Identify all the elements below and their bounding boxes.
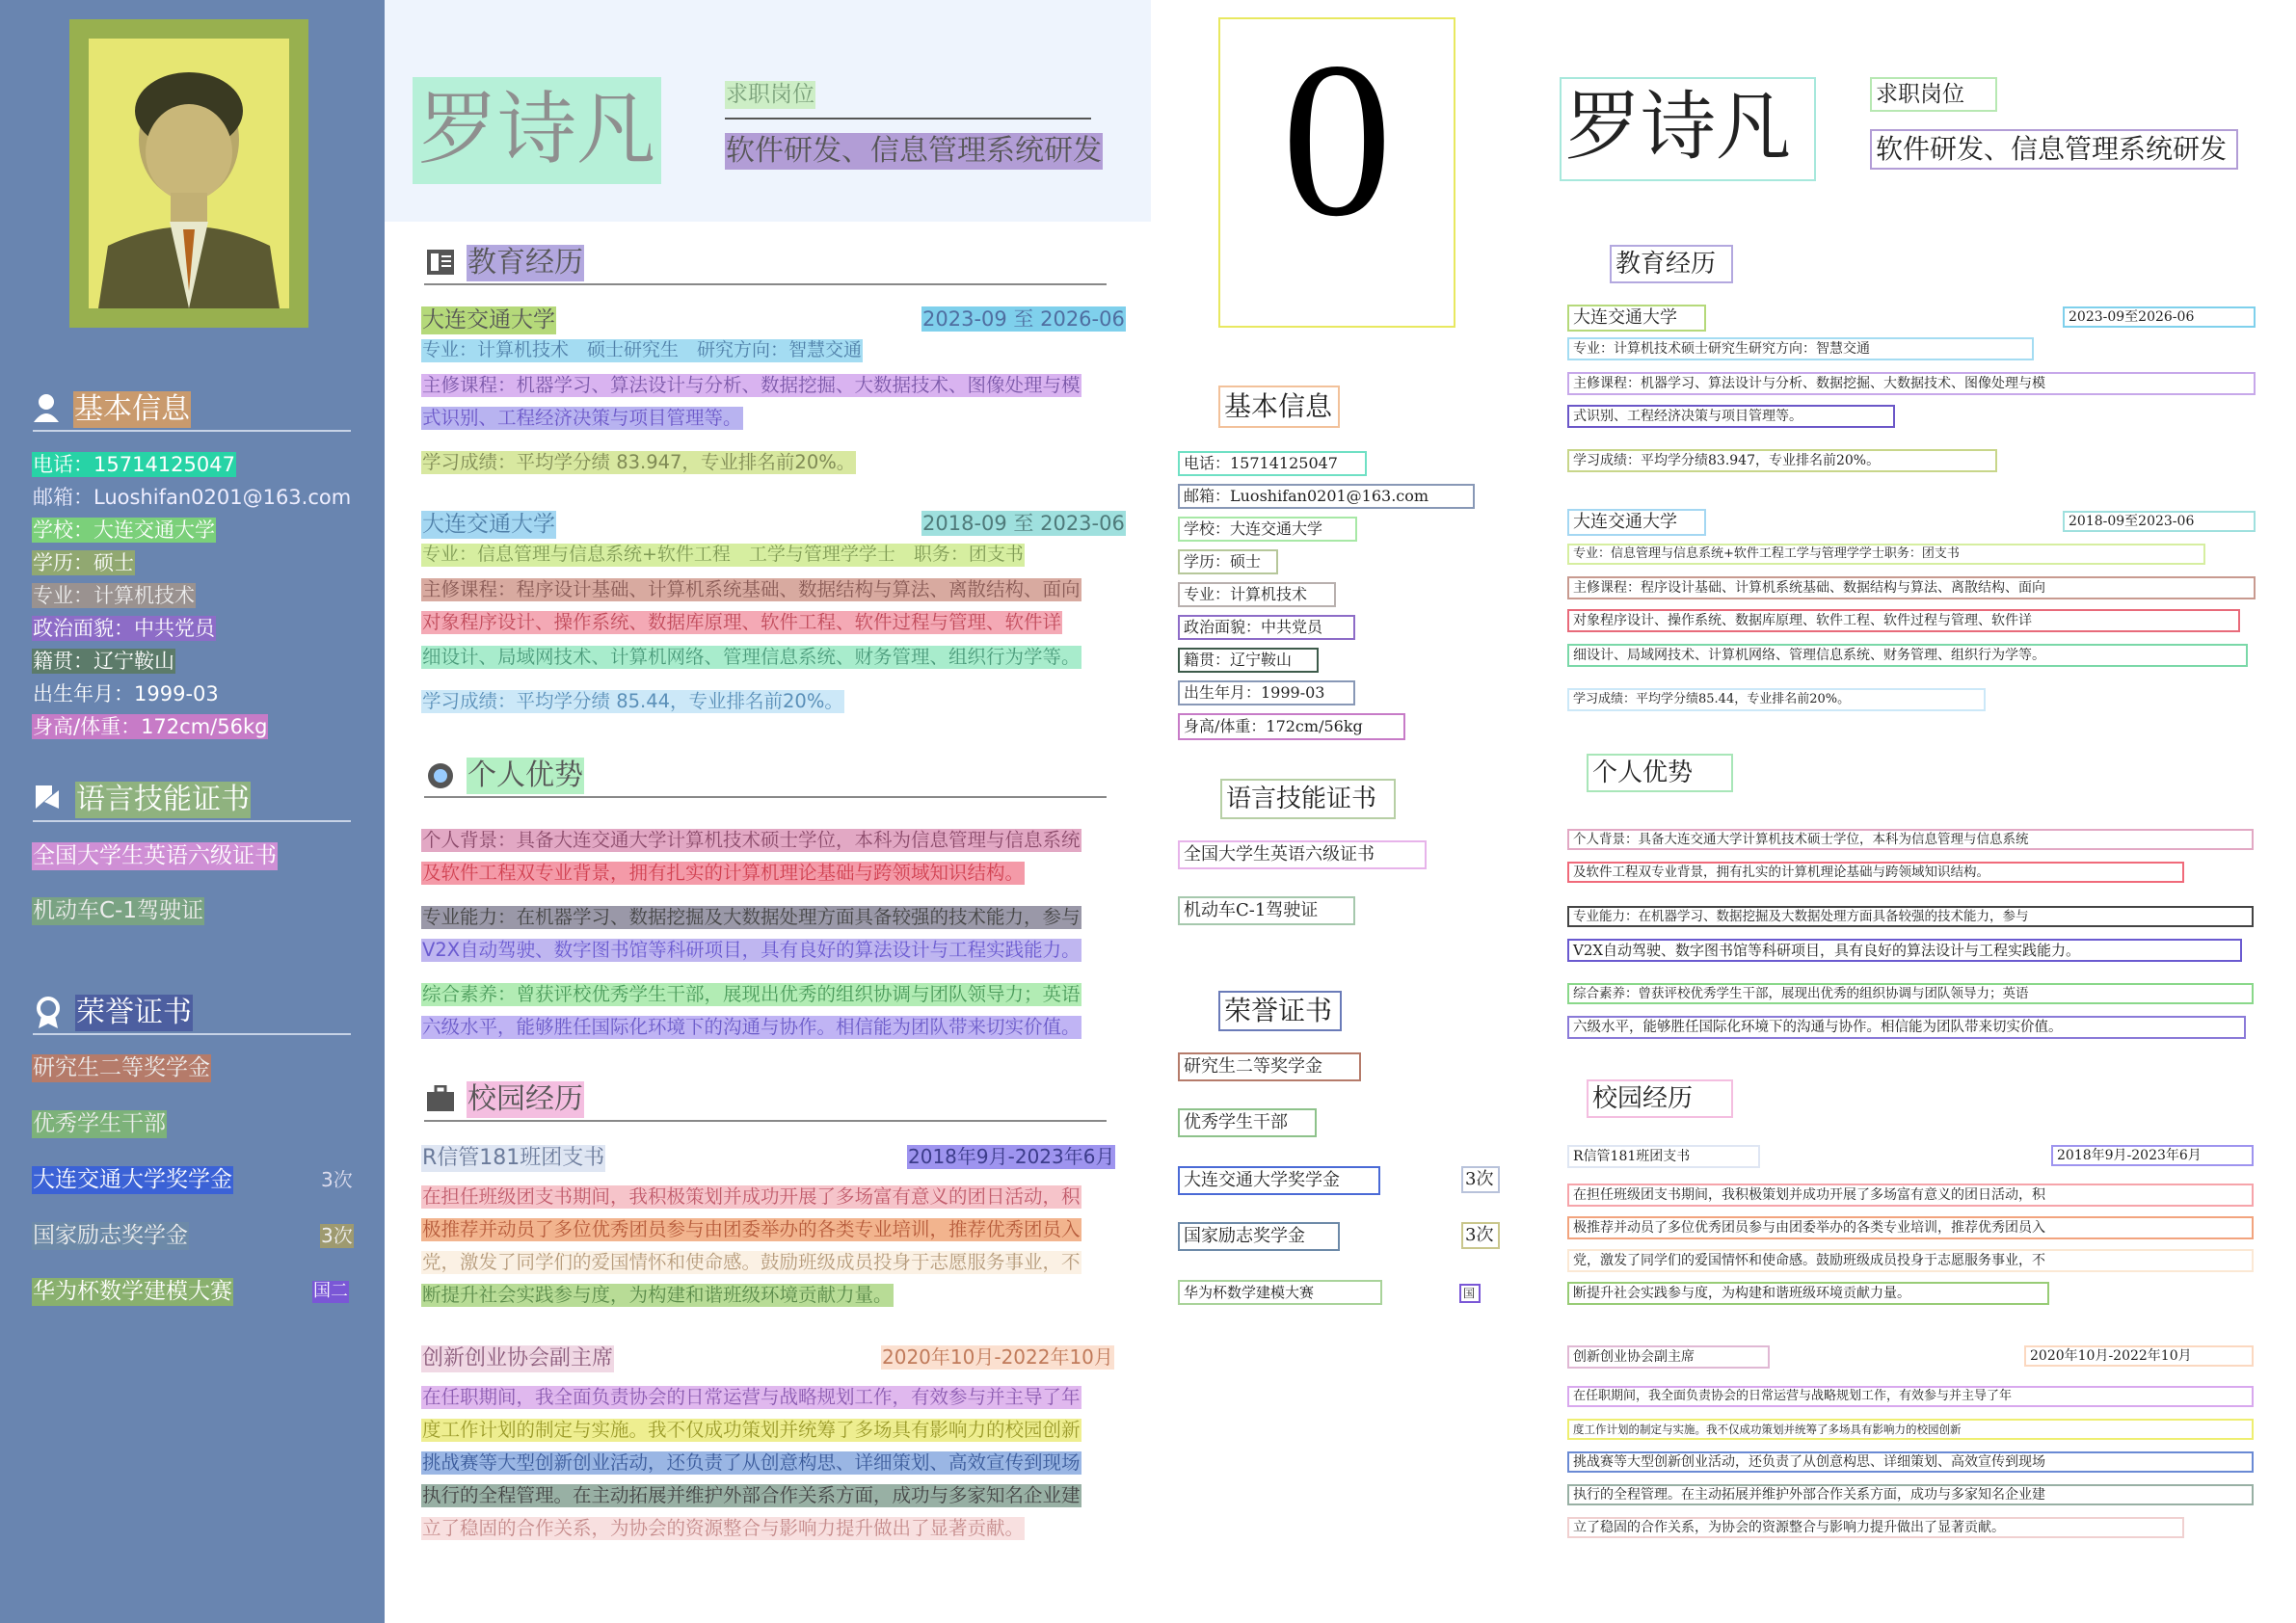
advantage-line: 及软件工程双专业背景，拥有扎实的计算机理论基础与跨领域知识结构。 (422, 862, 1025, 884)
r-edu1-school: 大连交通大学 (1567, 305, 1706, 332)
r-lang-license: 机动车C-1驾驶证 (1178, 896, 1355, 925)
r-hometown: 籍贯：辽宁鞍山 (1178, 648, 1319, 673)
basic-title: 基本信息 (74, 392, 190, 426)
edu2-course: 主修课程：程序设计基础、计算机系统基础、数据结构与算法、离散结构、面向 (422, 578, 1081, 600)
user-icon (33, 393, 60, 426)
campus1-line: 极推荐并动员了多位优秀团员参与由团委举办的各类专业培训，推荐优秀团员入 (422, 1218, 1081, 1240)
campus1-line: 党，激发了同学们的爱国情怀和使命感。鼓励班级成员投身于志愿服务事业，不 (422, 1251, 1081, 1273)
zero-glyph-box (1218, 17, 1455, 328)
r-campus1-line: 极推荐并动员了多位优秀团员参与由团委举办的各类专业培训，推荐优秀团员入 (1567, 1216, 2254, 1239)
lang-cert-license: 机动车C-1驾驶证 (33, 898, 203, 923)
r-honor-item: 华为杯数学建模大赛 (1178, 1280, 1382, 1305)
edu1-course: 式识别、工程经济决策与项目管理等。 (422, 407, 742, 429)
r-basic-title: 基本信息 (1218, 386, 1340, 428)
campus-title: 校园经历 (467, 1082, 583, 1116)
briefcase-icon (426, 1085, 455, 1116)
honor-count: 3次 (321, 1168, 353, 1191)
campus2-line: 在任职期间，我全面负责协会的日常运营与战略规划工作，有效参与并主导了年 (422, 1386, 1081, 1408)
portrait-icon (89, 39, 289, 308)
campus2-role: 创新创业协会副主席 (422, 1346, 614, 1370)
r-degree: 学历：硕士 (1178, 549, 1278, 574)
r-campus1-line: 党，激发了同学们的爱国情怀和使命感。鼓励班级成员投身于志愿服务事业，不 (1567, 1249, 2254, 1272)
r-school: 学校：大连交通大学 (1178, 517, 1357, 542)
r-edu1-grade: 学习成绩：平均学分绩83.947，专业排名前20%。 (1567, 449, 1997, 472)
lang-title: 语言技能证书 (76, 783, 250, 816)
r-honor-item: 大连交通大学奖学金 (1178, 1166, 1380, 1195)
edu2-major: 专业：信息管理与信息系统+软件工程 工学与管理学学士 职务：团支书 (422, 544, 1024, 565)
book-icon (426, 249, 455, 279)
edu2-grade: 学习成绩：平均学分绩 85.44，专业排名前20%。 (422, 690, 843, 712)
r-edu2-major: 专业：信息管理与信息系统+软件工程工学与管理学学士职务：团支书 (1567, 544, 2205, 565)
campus1-date: 2018年9月-2023年6月 (908, 1145, 1115, 1168)
edu2-date: 2018-09 至 2023-06 (922, 512, 1125, 535)
r-campus2-line: 在任职期间，我全面负责协会的日常运营与战略规划工作，有效参与并主导了年 (1567, 1386, 2254, 1407)
height-weight: 身高/体重：172cm/56kg (33, 715, 268, 738)
campus1-role: R信管181班团支书 (422, 1146, 605, 1170)
r-political: 政治面貌：中共党员 (1178, 615, 1355, 640)
honor-item: 国家励志奖学金 (33, 1223, 188, 1248)
r-campus2-line: 立了稳固的合作关系，为协会的资源整合与影响力提升做出了显著贡献。 (1567, 1517, 2184, 1538)
r-campus1-date: 2018年9月-2023年6月 (2051, 1145, 2254, 1166)
birth: 出生年月：1999-03 (33, 682, 219, 705)
advantage-divider (424, 796, 1107, 798)
edu2-course: 细设计、局域网技术、计算机网络、管理信息系统、财务管理、组织行为学等。 (422, 646, 1081, 668)
advantage-title: 个人优势 (467, 758, 583, 792)
campus2-line: 立了稳固的合作关系，为协会的资源整合与影响力提升做出了显著贡献。 (422, 1517, 1025, 1539)
r-campus-title: 校园经历 (1587, 1079, 1733, 1118)
honor-divider (33, 1033, 351, 1035)
job-divider (725, 118, 1091, 120)
r-lang-cet6: 全国大学生英语六级证书 (1178, 840, 1427, 869)
r-campus2-date: 2020年10月-2022年10月 (2024, 1345, 2254, 1367)
edu1-course: 主修课程：机器学习、算法设计与分析、数据挖掘、大数据技术、图像处理与模 (422, 374, 1081, 396)
campus1-line: 在担任班级团支书期间，我积极策划并成功开展了多场富有意义的团日活动，积 (422, 1185, 1081, 1208)
edu2-course: 对象程序设计、操作系统、数据库原理、软件工程、软件过程与管理、软件详 (422, 611, 1062, 633)
campus2-line: 执行的全程管理。在主动拓展并维护外部合作关系方面，成功与多家知名企业建 (422, 1484, 1081, 1506)
r-campus1-line: 在担任班级团支书期间，我积极策划并成功开展了多场富有意义的团日活动，积 (1567, 1184, 2254, 1207)
honor-item: 研究生二等奖学金 (33, 1055, 210, 1080)
r-email: 邮箱：Luoshifan0201@163.com (1178, 484, 1475, 509)
r-adv-line: 专业能力：在机器学习、数据挖掘及大数据处理方面具备较强的技术能力，参与 (1567, 906, 2254, 927)
edu2-school: 大连交通大学 (422, 512, 555, 537)
edu1-major: 专业：计算机技术 硕士研究生 研究方向：智慧交通 (422, 339, 863, 360)
edu1-grade: 学习成绩：平均学分绩 83.947，专业排名前20%。 (422, 451, 856, 473)
major: 专业：计算机技术 (33, 584, 195, 607)
r-phone: 电话：15714125047 (1178, 451, 1367, 476)
r-edu2-course: 主修课程：程序设计基础、计算机系统基础、数据结构与算法、离散结构、面向 (1567, 576, 2256, 599)
r-honor-count: 3次 (1461, 1222, 1500, 1249)
r-campus2-role: 创新创业协会副主席 (1567, 1345, 1770, 1369)
r-major: 专业：计算机技术 (1178, 582, 1336, 607)
r-edu2-course: 对象程序设计、操作系统、数据库原理、软件工程、软件过程与管理、软件详 (1567, 609, 2240, 632)
r-campus2-line: 执行的全程管理。在主动拓展并维护外部合作关系方面，成功与多家知名企业建 (1567, 1484, 2254, 1505)
advantage-line: 个人背景：具备大连交通大学计算机技术硕士学位，本科为信息管理与信息系统 (422, 829, 1081, 851)
r-edu2-school: 大连交通大学 (1567, 509, 1706, 536)
email: 邮箱：Luoshifan0201@163.com (33, 486, 352, 509)
r-honor-item: 国家励志奖学金 (1178, 1222, 1340, 1251)
campus-divider (424, 1120, 1107, 1122)
edu1-date: 2023-09 至 2026-06 (922, 307, 1125, 331)
education-title: 教育经历 (467, 246, 583, 279)
r-campus1-role: R信管181班团支书 (1567, 1145, 1760, 1168)
campus2-date: 2020年10月-2022年10月 (882, 1345, 1113, 1369)
honor-count: 3次 (321, 1224, 353, 1247)
r-edu1-course: 式识别、工程经济决策与项目管理等。 (1567, 405, 1895, 428)
basic-divider (33, 430, 351, 432)
r-lang-title: 语言技能证书 (1220, 779, 1396, 819)
honor-item: 优秀学生干部 (33, 1111, 166, 1136)
campus1-line: 断提升社会实践参与度，为构建和谐班级环境贡献力量。 (422, 1284, 893, 1306)
certificate-icon (33, 783, 62, 815)
r-edu2-date: 2018-09至2023-06 (2063, 511, 2256, 532)
lang-divider (33, 820, 351, 822)
award-icon (35, 997, 62, 1033)
r-honor-count: 国 (1459, 1284, 1481, 1303)
chat-icon (426, 761, 455, 794)
political-status: 政治面貌：中共党员 (33, 617, 215, 640)
r-name: 罗诗凡 (1560, 77, 1816, 181)
education-divider (424, 283, 1107, 285)
r-campus2-line: 挑战赛等大型创新创业活动，还负责了从创意构思、详细策划、高效宣传到现场 (1567, 1451, 2254, 1473)
r-adv-title: 个人优势 (1587, 754, 1733, 792)
edu1-school: 大连交通大学 (422, 307, 555, 333)
r-campus1-line: 断提升社会实践参与度，为构建和谐班级环境贡献力量。 (1567, 1282, 2049, 1305)
job-label: 求职岗位 (726, 82, 814, 107)
r-birth: 出生年月：1999-03 (1178, 680, 1355, 705)
r-adv-line: 六级水平，能够胜任国际化环境下的沟通与协作。相信能为团队带来切实价值。 (1567, 1016, 2246, 1039)
advantage-line: 六级水平，能够胜任国际化环境下的沟通与协作。相信能为团队带来切实价值。 (422, 1016, 1081, 1038)
honor-title: 荣誉证书 (76, 996, 192, 1029)
lang-cert-cet6: 全国大学生英语六级证书 (33, 843, 277, 868)
r-edu1-major: 专业：计算机技术硕士研究生研究方向：智慧交通 (1567, 337, 2034, 360)
r-honor-item: 研究生二等奖学金 (1178, 1052, 1361, 1081)
advantage-line: V2X自动驾驶、数字图书馆等科研项目，具有良好的算法设计与工程实践能力。 (422, 939, 1081, 961)
page-title: 罗诗凡 (413, 77, 661, 184)
r-job-label: 求职岗位 (1870, 77, 1997, 112)
r-adv-line: 及软件工程双专业背景，拥有扎实的计算机理论基础与跨领域知识结构。 (1567, 862, 2184, 883)
r-height: 身高/体重：172cm/56kg (1178, 713, 1405, 740)
r-edu-title: 教育经历 (1610, 245, 1733, 283)
degree: 学历：硕士 (33, 551, 134, 574)
r-campus2-line: 度工作计划的制定与实施。我不仅成功策划并统筹了多场具有影响力的校园创新 (1567, 1419, 2254, 1440)
campus2-line: 挑战赛等大型创新创业活动，还负责了从创意构思、详细策划、高效宣传到现场 (422, 1451, 1081, 1474)
job-title: 软件研发、信息管理系统研发 (726, 134, 1102, 168)
r-adv-line: V2X自动驾驶、数字图书馆等科研项目，具有良好的算法设计与工程实践能力。 (1567, 939, 2242, 962)
phone: 电话：15714125047 (33, 453, 235, 476)
advantage-line: 综合素养：曾获评校优秀学生干部，展现出优秀的组织协调与团队领导力；英语 (422, 983, 1081, 1005)
r-adv-line: 综合素养：曾获评校优秀学生干部，展现出优秀的组织协调与团队领导力；英语 (1567, 983, 2254, 1004)
r-honor-count: 3次 (1461, 1166, 1500, 1193)
r-job-title: 软件研发、信息管理系统研发 (1870, 129, 2238, 170)
hometown: 籍贯：辽宁鞍山 (33, 650, 174, 673)
r-honor-item: 优秀学生干部 (1178, 1108, 1317, 1137)
r-edu1-date: 2023-09至2026-06 (2063, 306, 2256, 328)
r-edu2-course: 细设计、局域网技术、计算机网络、管理信息系统、财务管理、组织行为学等。 (1567, 644, 2248, 667)
r-adv-line: 个人背景：具备大连交通大学计算机技术硕士学位，本科为信息管理与信息系统 (1567, 829, 2254, 850)
honor-item: 华为杯数学建模大赛 (33, 1279, 232, 1304)
school: 学校：大连交通大学 (33, 519, 215, 542)
r-honor-title: 荣誉证书 (1218, 991, 1342, 1031)
r-edu1-course: 主修课程：机器学习、算法设计与分析、数据挖掘、大数据技术、图像处理与模 (1567, 372, 2256, 395)
zero-glyph: 0 (1281, 16, 1393, 262)
avatar (69, 19, 308, 328)
advantage-line: 专业能力：在机器学习、数据挖掘及大数据处理方面具备较强的技术能力，参与 (422, 906, 1081, 928)
honor-item: 大连交通大学奖学金 (33, 1167, 232, 1192)
r-edu2-grade: 学习成绩：平均学分绩85.44，专业排名前20%。 (1567, 688, 1986, 711)
honor-count: 国二 (313, 1281, 348, 1301)
campus2-line: 度工作计划的制定与实施。我不仅成功策划并统筹了多场具有影响力的校园创新 (422, 1419, 1081, 1441)
